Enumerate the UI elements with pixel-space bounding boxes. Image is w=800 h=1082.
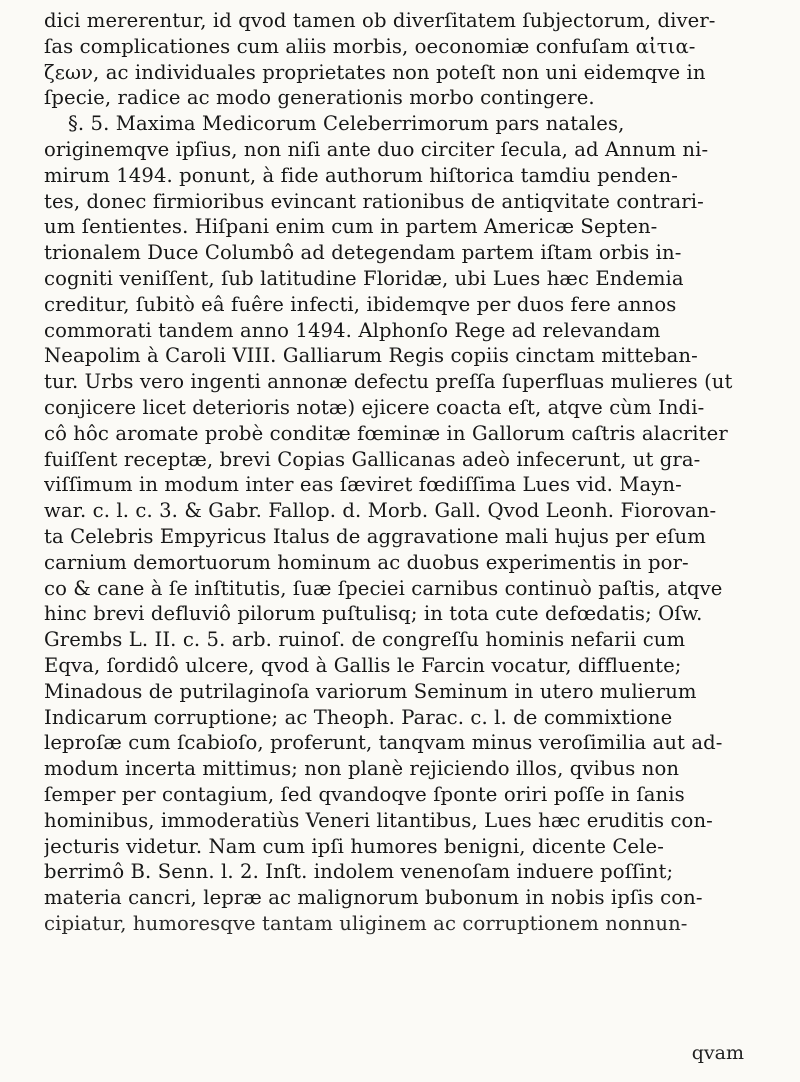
text-line: cô hôc aromate probè conditæ fœminæ in Gallorum caſtris alacriter xyxy=(44,421,728,445)
text-line: materia cancri, lepræ ac malignorum bubonum in nobis ipſis con- xyxy=(44,886,703,910)
text-line: ζεων, ac individuales proprietates non poteſt non uni eidemqve in xyxy=(44,60,706,84)
section-heading-line: §. 5. Maxima Medicorum Celeberrimorum pars natales, xyxy=(68,112,625,136)
text-line: Minadous de putrilaginoſa variorum Seminum in utero mulierum xyxy=(44,679,697,703)
text-line: ta Celebris Empyricus Italus de aggravatione mali hujus per eſum xyxy=(44,524,706,548)
text-line: trionalem Duce Columbô ad detegendam partem iſtam orbis in- xyxy=(44,241,682,265)
text-line: commorati tandem anno 1494. Alphonſo Rege ad relevandam xyxy=(44,318,661,342)
text-line: Neapolim à Caroli VIII. Galliarum Regis copiis cinctam mitteban- xyxy=(44,344,698,368)
text-line: um ſentientes. Hiſpani enim cum in partem Americæ Septen- xyxy=(44,215,658,239)
text-line: cogniti veniſſent, ſub latitudine Floridæ, ubi Lues hæc Endemia xyxy=(44,266,684,290)
text-line: Indicarum corruptione; ac Theoph. Parac. c. l. de commixtione xyxy=(44,705,673,729)
text-line: ſpecie, radice ac modo generationis morbo contingere. xyxy=(44,86,595,110)
text-line: modum incerta mittimus; non planè rejiciendo illos, qvibus non xyxy=(44,757,680,781)
text-line: hinc brevi defluviô pilorum puſtulisq; in tota cute defœdatis; Oſw. xyxy=(44,602,703,626)
text-line: creditur, ſubitò eâ fuêre infecti, ibidemqve per duos fere annos xyxy=(44,292,677,316)
catchword: qvam xyxy=(691,1042,744,1064)
text-line: tes, donec firmioribus evincant rationibus de antiqvitate contrari- xyxy=(44,189,704,213)
text-line: berrimô B. Senn. l. 2. Inſt. indolem venenoſam induere poſſint; xyxy=(44,860,674,884)
text-line: co & cane à ſe inſtitutis, ſuæ ſpeciei carnibus continuò paſtis, atqve xyxy=(44,576,723,600)
text-line: hominibus, immoderatiùs Veneri litantibus, Lues hæc eruditis con- xyxy=(44,808,713,832)
text-line: cipiatur, humoresqve tantam uliginem ac corruptionem nonnun- xyxy=(44,911,688,935)
text-line: war. c. l. c. 3. & Gabr. Fallop. d. Morb. Gall. Qvod Leonh. Fiorovan- xyxy=(44,499,717,523)
text-line: conjicere licet deterioris notæ) ejicere coacta eſt, atqve cùm Indi- xyxy=(44,395,705,419)
text-line: originemqve ipſius, non niſi ante duo circiter ſecula, ad Annum ni- xyxy=(44,137,709,161)
text-line: ſemper per contagium, ſed qvandoqve ſponte oriri poſſe in ſanis xyxy=(44,782,685,806)
text-line: ſas complicationes cum aliis morbis, oeconomiæ confuſam αἰτια- xyxy=(44,34,696,58)
text-line: jecturis videtur. Nam cum ipſi humores benigni, dicente Cele- xyxy=(44,834,664,858)
text-line: tur. Urbs vero ingenti annonæ defectu preſſa ſuperfluas mulieres (ut xyxy=(44,370,733,394)
body-text xyxy=(44,8,784,937)
text-line: viſſimum in modum inter eas ſæviret fœdiſſima Lues vid. Mayn- xyxy=(44,473,682,497)
text-line: dici mererentur, id qvod tamen ob diverſitatem ſubjectorum, diver- xyxy=(44,9,716,32)
text-line: Eqva, ſordidô ulcere, qvod à Gallis le Farcin vocatur, diffluente; xyxy=(44,653,682,677)
text-line: leproſæ cum ſcabioſo, proferunt, tanqvam minus veroſimilia aut ad- xyxy=(44,731,723,755)
text-line: Grembs L. II. c. 5. arb. ruinoſ. de congreſſu hominis nefarii cum xyxy=(44,628,686,652)
text-line: fuiſſent receptæ, brevi Copias Gallicanas adeò infecerunt, ut gra- xyxy=(44,447,701,471)
text-line: mirum 1494. ponunt, à fide authorum hiſtorica tamdiu penden- xyxy=(44,163,678,187)
text-line: carnium demortuorum hominum ac duobus experimentis in por- xyxy=(44,550,689,574)
